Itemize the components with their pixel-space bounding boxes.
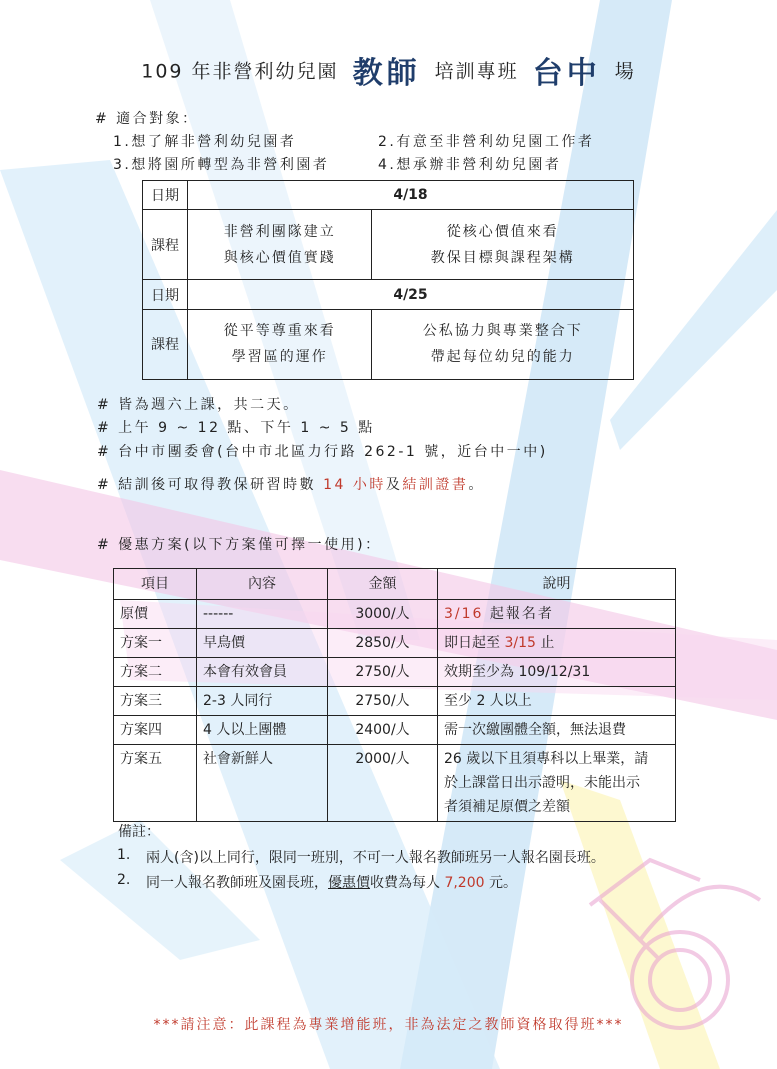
page-title [0,48,777,92]
row-desc-text: 起報名者 [483,606,554,622]
info-cert-name: 結訓證書 [402,477,469,493]
course-cell [372,210,634,280]
info-cert-text: # 結訓後可取得教保研習時數 [97,477,317,493]
info-location: # 台中市團委會(台中市北區力行路 262-1 號，近台中一中) [97,444,548,460]
note-2-mid: 收費為每人 [370,875,440,891]
title-text-year: 109 年非營利幼兒園 [141,60,339,83]
header-desc: 說明 [438,569,676,600]
discount-row [114,600,676,629]
date-value: 4/18 [188,181,634,210]
course-line: 非營利團隊建立 [223,223,336,240]
course-line: 與核心價值實踐 [223,249,336,266]
schedule-course-row [143,309,634,379]
note-2-number: 2. [117,872,131,888]
discount-row [114,629,676,658]
row-price: 2750/人 [328,687,438,716]
title-text-venue: 場 [614,60,636,83]
note-2-amount: 7,200 [444,875,485,891]
schedule-date-row [143,181,634,210]
discount-row [114,716,676,745]
row-desc-date: 3/16 [444,606,484,622]
row-content: ------ [197,600,328,629]
course-cell [188,309,372,379]
row-content: 本會有效會員 [197,658,328,687]
course-line: 帶起每位幼兒的能力 [430,349,575,366]
schedule-date-row [143,280,634,309]
notes-heading: 備註： [118,824,160,840]
row-desc [438,745,676,822]
row-price: 2850/人 [328,629,438,658]
row-desc: 需一次繳團體全額，無法退費 [438,716,676,745]
course-line: 從平等尊重來看 [223,323,336,340]
discount-row [114,745,676,822]
row-content: 社會新鮮人 [197,745,328,822]
course-line: 教保目標與課程架構 [430,249,575,266]
course-cell [188,210,372,280]
row-desc-text: 即日起至 [444,635,505,651]
row-price: 3000/人 [328,600,438,629]
row-item: 方案五 [114,745,197,822]
row-item: 原價 [114,600,197,629]
header-price: 金額 [328,569,438,600]
blue-ray-right [610,210,777,450]
row-desc [438,600,676,629]
course-line: 從核心價值來看 [446,223,559,240]
row-content: 早鳥價 [197,629,328,658]
row-desc-end: 止 [535,635,555,651]
title-text-class: 培訓專班 [434,60,519,83]
audience-item-2: 2.有意至非營利幼兒園工作者 [378,134,595,150]
info-days: # 皆為週六上課，共二天。 [97,397,300,413]
discount-header-row [114,569,676,600]
row-content: 2-3 人同行 [197,687,328,716]
course-cell [372,309,634,379]
audience-heading: # 適合對象： [95,111,199,127]
course-line: 公私協力與專業整合下 [422,323,583,340]
row-desc-date: 3/15 [504,635,536,651]
course-label: 課程 [143,309,188,379]
row-price: 2000/人 [328,745,438,822]
note-1-number: 1. [117,847,131,863]
row-content: 4 人以上團體 [197,716,328,745]
course-line: 學習區的運作 [231,349,328,366]
row-desc-line: 於上課當日出示證明，未能出示 [444,775,640,791]
schedule-course-row [143,210,634,280]
warning-notice: ***請注意：此課程為專業增能班，非為法定之教師資格取得班*** [153,1017,624,1033]
info-hours: # 上午 9 ~ 12 點、下午 1 ~ 5 點 [97,420,375,436]
info-cert-end: 。 [468,477,485,493]
row-desc: 至少 2 人以上 [438,687,676,716]
row-item: 方案三 [114,687,197,716]
row-price: 2400/人 [328,716,438,745]
title-text-city: 台中 [532,56,601,91]
discount-table [113,568,676,822]
row-item: 方案四 [114,716,197,745]
row-item: 方案二 [114,658,197,687]
note-2-discount-price: 優惠價 [328,875,370,891]
info-cert-hours: 14 小時 [323,477,386,493]
header-content: 內容 [197,569,328,600]
row-price: 2750/人 [328,658,438,687]
date-label: 日期 [143,181,188,210]
discount-heading: # 優惠方案(以下方案僅可擇一使用)： [97,537,382,553]
note-2-end: 元。 [489,875,517,891]
row-desc-line: 者須補足原價之差額 [444,799,570,815]
discount-row [114,687,676,716]
note-1-text: 兩人(含)以上同行，限同一班別，不可一人報名教師班另一人報名園長班。 [146,850,605,866]
note-2-pre: 同一人報名教師班及園長班， [146,875,328,891]
date-value: 4/25 [188,280,634,309]
note-2-text [146,872,517,892]
row-desc-line: 26 歲以下且須專科以上畢業，請 [444,751,649,767]
row-desc [438,629,676,658]
audience-item-3: 3.想將園所轉型為非營利園者 [113,157,330,173]
discount-row [114,658,676,687]
date-label: 日期 [143,280,188,309]
row-item: 方案一 [114,629,197,658]
info-certificate [97,474,485,494]
course-label: 課程 [143,210,188,280]
info-cert-and: 及 [385,477,403,493]
audience-item-1: 1.想了解非營利幼兒園者 [113,134,297,150]
schedule-table [142,180,634,380]
header-item: 項目 [114,569,197,600]
row-desc: 效期至少為 109/12/31 [438,658,676,687]
audience-item-4: 4.想承辦非營利幼兒園者 [378,157,562,173]
title-text-teacher: 教師 [352,56,421,91]
